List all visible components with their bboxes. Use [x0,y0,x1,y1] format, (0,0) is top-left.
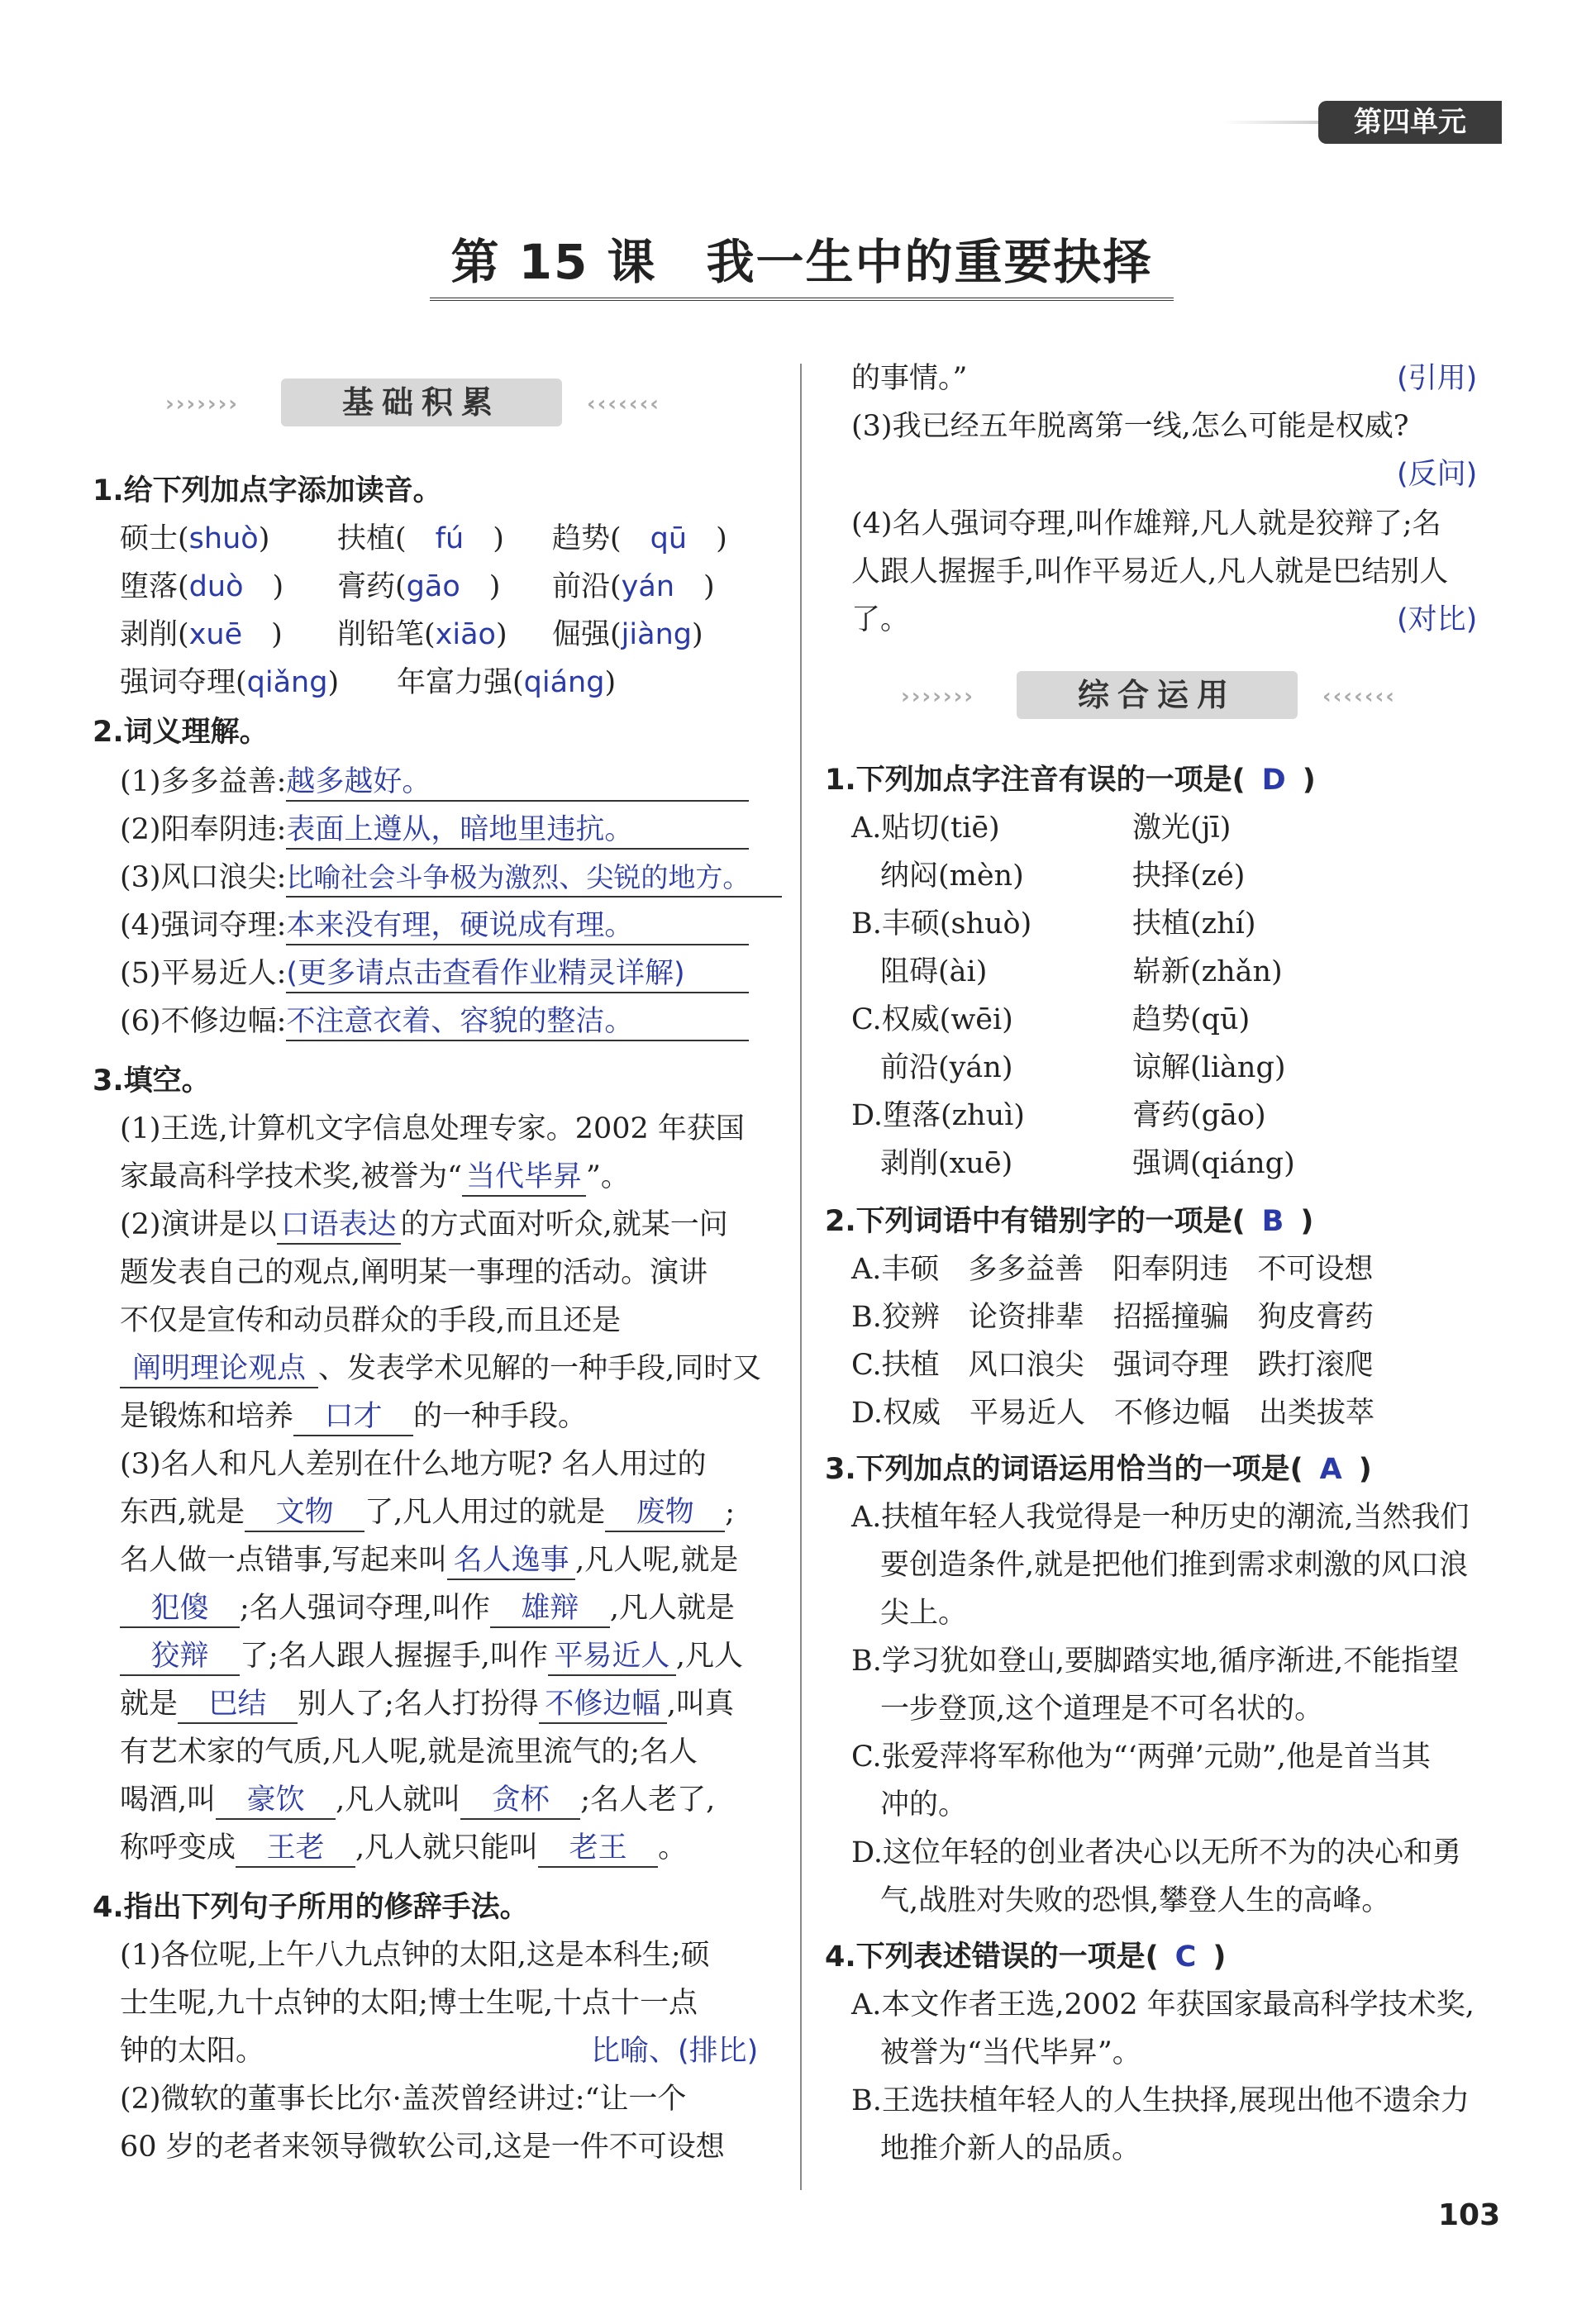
c4-line: 地推介新人的品质。 [880,2132,1141,2165]
option: A.贴切(tiē) [851,812,1000,845]
q4-text: 士生呢,九十点钟的太阳;博士生呢,十点十一点 [120,1987,698,2020]
c3-line: 冲的。 [880,1788,968,1821]
option: D.权威 平易近人 不修边幅 出类拔萃 [851,1397,1374,1430]
r-text: 了。 [851,603,910,636]
q3-text: 东西,就是 文物 了,凡人用过的就是 废物 ; [120,1494,735,1532]
q3-text: 有艺术家的气质,凡人呢,就是流里流气的;名人 [120,1736,698,1769]
pinyin-item: 年富力强(qiáng) [397,666,617,699]
option: 纳闷(mèn) [880,860,1024,893]
q3-text: 喝酒,叫 豪饮 ,凡人就叫 贪杯 ;名人老了, [120,1782,715,1820]
q4-text: (1)各位呢,上午八九点钟的太阳,这是本科生;硕 [120,1939,710,1972]
c3-line: 要创造条件,就是把他们推到需求刺激的风口浪 [880,1549,1469,1582]
q3-text: 题发表自己的观点,阐明某一事理的活动。演讲 [120,1256,708,1289]
column-divider [800,364,802,2190]
c3-heading: 3.下列加点的词语运用恰当的一项是( A ) [825,1453,1372,1486]
pinyin-item: 强词夺理(qiǎng) [120,666,340,699]
q3-text: 称呼变成 王老 ,凡人就只能叫 老王 。 [120,1830,687,1868]
definition-item: (5)平易近人:(更多请点击查看作业精灵详解) [120,955,749,993]
c3-line: C.张爱萍将军称他为“‘两弹’元勋”,他是首当其 [851,1740,1431,1774]
r-text: 人跟人握握手,叫作平易近人,凡人就是巴结别人 [851,555,1449,588]
c1-heading: 1.下列加点字注音有误的一项是( D ) [825,764,1316,797]
c3-line: B.学习犹如登山,要脚踏实地,循序渐进,不能指望 [851,1645,1460,1678]
c2-heading: 2.下列词语中有错别字的一项是( B ) [825,1205,1314,1238]
page-title: 第 15 课 我一生中的重要抉择 [430,223,1174,301]
option: 抉择(zé) [1132,860,1246,893]
r-text: (4)名人强词夺理,叫作雄辩,凡人就是狡辩了;名 [851,507,1441,540]
section-header-apply: ››››››› 综合运用 ‹‹‹‹‹‹‹ [901,671,1438,721]
q3-text: 就是 巴结 别人了;名人打扮得 不修边幅 ,叫真 [120,1686,734,1724]
option: 谅解(liàng) [1132,1051,1286,1084]
q4-heading: 4.指出下列句子所用的修辞手法。 [93,1891,529,1924]
q3-text: (1)王选,计算机文字信息处理专家。2002 年获国 [120,1112,745,1145]
q3-text: (2)演讲是以 口语表达 的方式面对听众,就某一问 [120,1207,728,1245]
q4-text: 钟的太阳。 [120,2035,265,2068]
unit-tab: 第四单元 [1318,101,1502,144]
option: D.堕落(zhuì) [851,1099,1025,1132]
section-header-basic: ››››››› 基础积累 ‹‹‹‹‹‹‹ [165,379,703,428]
pinyin-item: 剥削(xuē ) [120,618,283,651]
pinyin-item: 扶植( fú ) [337,522,504,555]
q3-text: 家最高科学技术奖,被誉为“ 当代毕昇 ”。 [120,1159,630,1197]
option: 崭新(zhǎn) [1132,955,1283,988]
c4-line: 被誉为“当代毕昇”。 [880,2036,1141,2069]
definition-item: (3)风口浪尖:比喻社会斗争极为激烈、尖锐的地方。 [120,860,782,898]
q3-text: (3)名人和凡人差别在什么地方呢? 名人用过的 [120,1448,707,1481]
q3-heading: 3.填空。 [93,1064,211,1098]
q3-text: 名人做一点错事,写起来叫 名人逸事 ,凡人呢,就是 [120,1542,738,1580]
option: 激光(jī) [1132,812,1232,845]
option: 趋势(qū) [1132,1003,1251,1036]
option: 膏药(gāo) [1132,1099,1266,1132]
c3-line: 尖上。 [880,1597,968,1630]
option: 扶植(zhí) [1132,907,1256,940]
header-rule [1223,121,1322,124]
r-answer: (对比) [1397,603,1478,636]
q1-heading: 1.给下列加点字添加读音。 [93,474,442,507]
c3-line: D.这位年轻的创业者决心以无所不为的决心和勇 [851,1836,1461,1869]
option: 阻碍(ài) [880,955,988,988]
c4-line: B.王选扶植年轻人的人生抉择,展现出他不遗余力 [851,2084,1470,2117]
r-answer: (反问) [1397,458,1478,491]
c4-heading: 4.下列表述错误的一项是( C ) [825,1940,1227,1974]
option: 剥削(xuē) [880,1147,1013,1180]
pinyin-item: 硕士(shuò) [120,522,270,555]
option: C.扶植 风口浪尖 强词夺理 跌打滚爬 [851,1349,1374,1382]
pinyin-item: 前沿(yán ) [552,570,715,603]
c3-line: A.扶植年轻人我觉得是一种历史的潮流,当然我们 [851,1501,1470,1534]
pinyin-item: 削铅笔(xiāo) [337,618,507,651]
r-answer: (引用) [1397,362,1478,395]
c4-line: A.本文作者王选,2002 年获国家最高科学技术奖, [851,1988,1475,2021]
section-title-basic: 基础积累 [281,379,562,426]
q3-text: 犯傻 ;名人强词夺理,叫作 雄辩 ,凡人就是 [120,1590,735,1628]
option: C.权威(wēi) [851,1003,1013,1036]
definition-item: (2)阳奉阴违:表面上遵从，暗地里违抗。 [120,812,749,850]
c3-line: 气,战胜对失败的恐惧,攀登人生的高峰。 [880,1884,1391,1917]
option: 强调(qiáng) [1132,1147,1295,1180]
r-text: (3)我已经五年脱离第一线,怎么可能是权威? [851,410,1409,443]
q4-text: (2)微软的董事长比尔·盖茨曾经讲过:“让一个 [120,2083,687,2116]
page-number: 103 [1438,2198,1501,2232]
q2-heading: 2.词义理解。 [93,716,269,749]
q3-text: 阐明理论观点 、发表学术见解的一种手段,同时又 [120,1350,761,1388]
option: 前沿(yán) [880,1051,1013,1084]
section-title-apply: 综合运用 [1017,671,1298,719]
pinyin-item: 膏药(gāo ) [337,570,501,603]
q3-text: 不仅是宣传和动员群众的手段,而且还是 [120,1304,622,1337]
q3-text: 是锻炼和培养 口才 的一种手段。 [120,1398,587,1436]
definition-item: (4)强词夺理:本来没有理，硬说成有理。 [120,907,749,945]
definition-item: (1)多多益善:越多越好。 [120,764,749,802]
pinyin-item: 倔强(jiàng) [552,618,703,651]
q3-text: 狡辩 了;名人跟人握握手,叫作 平易近人 ,凡人 [120,1638,743,1676]
definition-item: (6)不修边幅:不注意衣着、容貌的整洁。 [120,1003,749,1041]
pinyin-item: 堕落(duò ) [120,570,284,603]
r-text: 的事情。” [851,362,968,395]
c3-line: 一步登顶,这个道理是不可名状的。 [880,1693,1324,1726]
option: A.丰硕 多多益善 阳奉阴违 不可设想 [851,1253,1374,1286]
q4-answer: 比喻、(排比) [591,2035,759,2068]
option: B.狡辨 论资排辈 招摇撞骗 狗皮膏药 [851,1301,1374,1334]
pinyin-item: 趋势( qū ) [552,522,727,555]
option: B.丰硕(shuò) [851,907,1032,940]
q4-text: 60 岁的老者来领导微软公司,这是一件不可设想 [120,2131,725,2164]
